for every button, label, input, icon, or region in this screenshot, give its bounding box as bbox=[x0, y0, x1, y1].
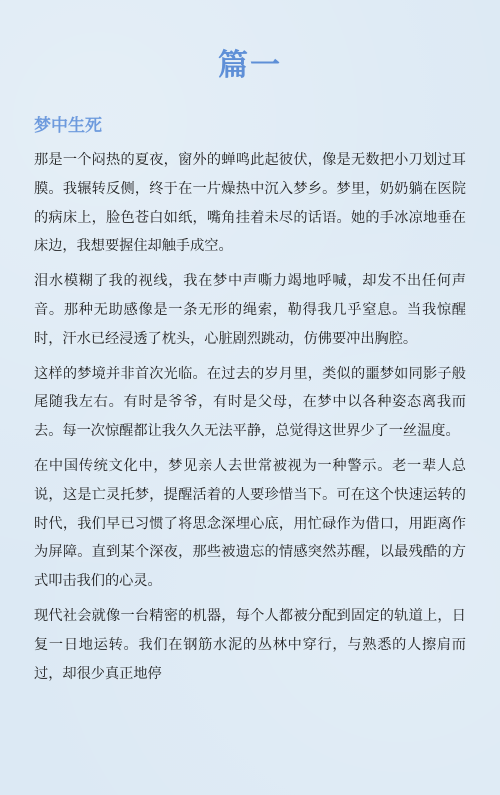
paragraph-4: 在中国传统文化中，梦见亲人去世常被视为一种警示。老一辈人总说，这是亡灵托梦，提醒活着的人要珍惜当下。可在这个快速运转的时代，我们早已习惯了将思念深埋心底，用忙碌作为借口，用距离作为屏障。直到某个深夜，那些被遗忘的情感突然苏醒，以最残酷的方式叩击我们的心灵。 bbox=[34, 457, 466, 590]
section-heading: 梦中生死 bbox=[34, 116, 102, 136]
document-title: 篇一 bbox=[218, 48, 282, 83]
paragraph-1: 那是一个闷热的夏夜，窗外的蝉鸣此起彼伏，像是无数把小刀划过耳膜。我辗转反侧，终于在一片燥热中沉入梦乡。梦里，奶奶躺在医院的病床上，脸色苍白如纸，嘴角挂着未尽的话语。她的手冰凉地垂在床边，我想要握住却触手成空。 bbox=[34, 152, 466, 255]
paragraph-2: 泪水模糊了我的视线，我在梦中声嘶力竭地呼喊，却发不出任何声音。那种无助感像是一条无形的绳索，勒得我几乎窒息。当我惊醒时，汗水已经浸透了枕头，心脏剧烈跳动，仿佛要冲出胸腔。 bbox=[34, 273, 466, 347]
paragraph-3: 这样的梦境并非首次光临。在过去的岁月里，类似的噩梦如同影子般尾随我左右。有时是爷爷，有时是父母，在梦中以各种姿态离我而去。每一次惊醒都让我久久无法平静，总觉得这世界少了一丝温度。 bbox=[34, 365, 466, 440]
paragraph-5: 现代社会就像一台精密的机器，每个人都被分配到固定的轨道上，日复一日地运转。我们在钢筋水泥的丛林中穿行，与熟悉的人擦肩而过，却很少真正地停 bbox=[34, 607, 466, 682]
